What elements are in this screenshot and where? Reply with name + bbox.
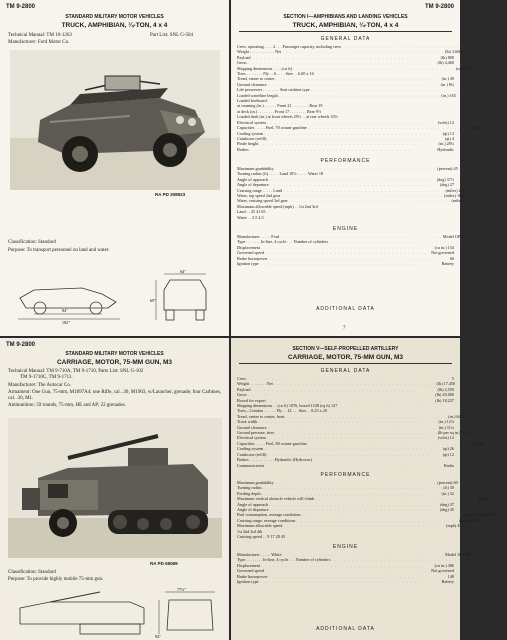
spec-label: Communication <box>237 462 264 468</box>
photo-caption: RA PD 308923 <box>155 192 186 197</box>
leader-dots: . . . . . . . . . . . . . . . . . . . . . . . . . . . . . . . . . . . . . . . . <box>267 424 430 430</box>
leader-dots: . . . . . . . . . . . . . . . . . . . . . . . . . . . . . . . . . . . . . . . . <box>266 435 429 441</box>
general-data-list <box>237 376 484 468</box>
classification: Classification: Standard <box>8 570 56 575</box>
spec-value: (in.) 28¼ <box>438 141 454 147</box>
spec-value: (qt) 13 <box>442 130 454 136</box>
parts-list: Part List: SNL G-504 <box>150 33 194 38</box>
leader-dots: . . . . . . . . . . . . . . . . . . . . . . . . . . . . . . . . . . . . . . . . <box>280 234 442 239</box>
spec-value: (qt) 12 <box>442 451 454 457</box>
spec-value: (in.) 8¾ <box>440 81 454 87</box>
spec-label: Governed speed <box>237 568 265 574</box>
spec-label: Maximum gradability <box>237 166 274 171</box>
spec-label: Cruising range, average conditions <box>237 517 296 523</box>
manufacturer: Manufacturer: The Autocar Co. <box>8 383 71 388</box>
leader-dots: . . . . . . . . . . . . . . . . . . . . . . . . . . . . . . . . . . . . . . . . <box>331 557 494 563</box>
spec-value: (cu in.) 134 <box>434 244 454 250</box>
spec-label: Capacities . . . . . Fuel, 70 octane gasoline <box>237 125 307 131</box>
spec-label: Displacement <box>237 562 261 568</box>
spec-label: Weight . . . . . . . . Net <box>237 381 273 387</box>
spec-value: (miles) 250 <box>445 187 465 193</box>
spec-value: (in.) 64½ <box>448 413 464 419</box>
top-view-drawing <box>10 588 150 638</box>
leader-dots: . . . . . . . . . . . . . . . . . . . . . . . . . . . . . . . . . . . . . . . . <box>315 496 477 502</box>
spec-value: (miles) 37 <box>451 198 469 204</box>
tm-number: TM 9-2800 <box>6 4 36 10</box>
spec-value: (miles) 200 <box>459 517 479 523</box>
spec-label: Fording depth <box>237 490 261 496</box>
spec-row <box>237 579 454 584</box>
leader-dots: . . . . . . . . . . . . . . . . . . . . . . . . . . . . . . . . . . . . . . . . <box>275 76 438 82</box>
spec-label: Weight . . . . . . . . . . . . Net <box>237 49 282 55</box>
leader-dots: . . . . . . . . . . . . . . . . . . . . . . . . . . . . . . . . . . . . . . . . <box>262 485 425 491</box>
spec-value: (in.) 11¼ <box>438 424 454 430</box>
spec-label: Crankcase (refill) <box>237 135 267 141</box>
spec-label: Angle of approach <box>237 501 269 507</box>
spec-label: Electrical system <box>237 119 266 125</box>
leader-dots: . . . . . . . . . . . . . . . . . . . . . . . . . . . . . . . . . . . . . . . . <box>285 413 448 419</box>
front-view-drawing <box>155 586 225 640</box>
purpose: Purpose: To transport personnel on land and water. <box>8 248 110 253</box>
spec-label: Gross <box>237 60 247 66</box>
leader-dots: . . . . . . . . . . . . . . . . . . . . . . . . . . . . . . . . . . . . . . . . <box>264 130 426 136</box>
spec-label: Angle of departure <box>237 182 269 188</box>
leader-dots: . . . . . . . . . . . . . . . . . . . . . . . . . . . . . . . . . . . . . . . . <box>267 81 430 87</box>
leader-dots: . . . . . . . . . . . . . . . . . . . . . . . . . . . . . . . . . . . . . . . . <box>296 517 459 523</box>
performance-list <box>237 166 469 220</box>
general-data-heading: GENERAL DATA <box>320 368 371 374</box>
spec-value: (lb) 800 <box>440 54 454 60</box>
page-header: STANDARD MILITARY MOTOR VEHICLES <box>65 351 164 357</box>
leader-dots: . . . . . . . . . . . . . . . . . . . . . . . . . . . . . . . . . . . . . . . . <box>249 146 412 152</box>
spec-label: at coaming (in.) . . . . . . Front 21 . . . . . . . . Rear 19 <box>237 103 323 109</box>
spec-value: 60 <box>449 255 454 261</box>
general-data-heading: GENERAL DATA <box>320 36 371 42</box>
spec-label: Turning radius <box>237 485 262 491</box>
spec-label: Maximum vertical obstacle vehicle will climb <box>237 496 315 502</box>
spec-value: 5 <box>473 87 476 93</box>
spec-value: 4 <box>491 239 495 245</box>
engine-heading: ENGINE <box>332 226 359 232</box>
spec-value: Not governed <box>431 568 454 574</box>
spec-label: Land . . 25 41 65 <box>237 209 266 215</box>
leader-dots: . . . . . . . . . . . . . . . . . . . . . . . . . . . . . . . . . . . . . . . . <box>247 392 410 398</box>
spec-label: Electrical system <box>237 435 266 441</box>
spec-value: (gal) 60 <box>470 440 484 446</box>
leader-dots: . . . . . . . . . . . . . . . . . . . . . . . . . . . . . . . . . . . . . . . . <box>259 141 421 147</box>
spec-label: Water . . 3.5 4.5 <box>237 214 264 220</box>
spec-value: (ft) 30 <box>443 485 454 491</box>
spec-value: (volts) 12 <box>437 435 454 441</box>
performance-list <box>237 480 496 540</box>
spec-row <box>237 147 454 152</box>
leader-dots: . . . . . . . . . . . . . . . . . . . . . . . . . . . . . . . . . . . . . . . . <box>269 507 432 513</box>
leader-dots: . . . . . . . . . . . . . . . . . . . . . . . . . . . . . . . . . . . . . . . . <box>261 244 423 250</box>
spec-value: (in.) 12⅛ <box>438 419 454 425</box>
spec-value: (deg) 27 <box>439 182 454 188</box>
spec-value: Battery <box>441 261 454 267</box>
divider <box>239 363 452 364</box>
dim-64: 64" <box>180 269 186 274</box>
spec-label: Type . . . . . . . In-line, 4 cycle . . . Number of cylinders <box>237 239 329 245</box>
technical-manual: Technical Manual: TM 10-1263 <box>8 33 72 38</box>
spec-value: (cu in.) 386 <box>434 562 454 568</box>
spec-label: Angle of approach <box>237 176 269 182</box>
leader-dots: . . . . . . . . . . . . . . . . . . . . . . . . . . . . . . . . . . . . . . . . <box>307 440 470 446</box>
spec-value: (miles) 18¾ <box>444 193 465 199</box>
additional-data-heading: ADDITIONAL DATA <box>316 626 375 632</box>
spec-label: Maximum allowable speed (mph) . . 1st 2nd 3rd <box>237 203 318 209</box>
leader-dots: . . . . . . . . . . . . . . . . . . . . . . . . . . . . . . . . . . . . . . . . <box>282 49 444 55</box>
spec-label: Pintle height <box>237 141 259 147</box>
spec-value: (deg) 37 <box>439 501 454 507</box>
spec-label: Payload <box>237 54 251 60</box>
spec-label: Turning radius (ft) . . . . . Land 18½ . . . . . Water 18 <box>237 171 324 177</box>
page-amphibian-photo <box>0 0 229 336</box>
leader-dots: . . . . . . . . . . . . . . . . . . . . . . . . . . . . . . . . . . . . . . . . <box>288 198 451 204</box>
spec-value: (gal) 15 <box>470 125 484 131</box>
spec-label: Brake horsepower <box>237 255 268 261</box>
divider <box>239 31 452 32</box>
spec-label: Manufacturer . . . . . White <box>237 552 282 557</box>
spec-label: Maximum gradability <box>237 480 274 485</box>
spec-value: (lb) 3,660 <box>444 49 462 55</box>
spec-label: Cooling system <box>237 446 264 452</box>
spec-label: Crankcase (refill) <box>237 451 267 457</box>
leader-dots: . . . . . . . . . . . . . . . . . . . . . . . . . . . . . . . . . . . . . . . . <box>269 182 432 188</box>
technical-manual: Technical Manual: TM 9-710A, TM 9-1710, Parts List: SNL G-102 <box>8 369 144 374</box>
leader-dots: . . . . . . . . . . . . . . . . . . . . . . . . . . . . . . . . . . . . . . . . <box>259 261 422 267</box>
spec-label: Loaded draft (in.) at front wheels 29½ . . at rear wheels 33½ <box>237 114 338 120</box>
spec-label: Displacement <box>237 244 261 250</box>
spec-label: Life preservers . . . . . . . . Seat cushion type <box>237 87 310 93</box>
spec-label: Ignition type <box>237 261 259 267</box>
technical-manual-cont: TM 9-1710C, TM 9-1711. <box>20 375 73 380</box>
spec-value: (miles per gal) 3.5 <box>464 512 496 518</box>
spec-value: Hydraulic <box>437 146 454 152</box>
section-title: SECTION I—AMPHIBIANS AND LANDING VEHICLES <box>283 14 408 20</box>
spec-label: Maximum allowable speed <box>237 523 283 529</box>
spec-label: Capacities . . . . . Fuel, 80 octane gasoline <box>237 440 307 446</box>
section-title: SECTION V—SELF-PROPELLED ARTILLERY <box>292 346 399 352</box>
leader-dots: . . . . . . . . . . . . . . . . . . . . . . . . . . . . . . . . . . . . . . . . <box>283 523 446 529</box>
leader-dots: . . . . . . . . . . . . . . . . . . . . . . . . . . . . . . . . . . . . . . . . <box>265 568 427 574</box>
leader-dots: . . . . . . . . . . . . . . . . . . . . . . . . . . . . . . . . . . . . . . . . <box>266 397 429 403</box>
leader-dots: . . . . . . . . . . . . . . . . . . . . . . . . . . . . . . . . . . . . . . . . <box>273 381 436 387</box>
spec-label: Cruising range . . . . . Land <box>237 187 282 193</box>
spec-label: Fuel consumption, average conditions <box>237 512 301 518</box>
spec-row <box>237 463 454 468</box>
spec-value: Model 160 AX <box>445 552 471 557</box>
spec-value: (lb per sq in.) 33.5 <box>437 430 469 436</box>
spec-label: Ground clearance <box>237 81 267 87</box>
leader-dots: . . . . . . . . . . . . . . . . . . . . . . . . . . . . . . . . . . . . . . . . <box>267 451 430 457</box>
additional-data-heading: ADDITIONAL DATA <box>316 306 375 312</box>
leader-dots: . . . . . . . . . . . . . . . . . . . . . . . . . . . . . . . . . . . . . . . . <box>258 419 420 425</box>
vehicle-title: TRUCK, AMPHIBIAN, ¼-TON, 4 x 4 <box>292 22 399 29</box>
page-gun-carriage-photo <box>0 338 229 640</box>
spec-label: Tires—Combat . . . . . . Ply . . 12 . . . Size . . 8.25 x 20 <box>237 408 327 414</box>
spec-label: Gross <box>237 392 247 398</box>
spec-value: Model GPW <box>442 234 465 239</box>
leader-dots: . . . . . . . . . . . . . . . . . . . . . . . . . . . . . . . . . . . . . . . . <box>261 562 423 568</box>
spec-value: Battery <box>441 579 454 585</box>
tm-number: TM 9-2800 <box>424 4 454 10</box>
amphibian-photo <box>10 50 220 190</box>
spec-label: Manufacturer . . . . . Ford <box>237 234 280 239</box>
ammunition: Ammunition: 59 rounds, 75-mm, HE and AP; 22 grenades. <box>8 403 126 408</box>
spec-value: 6 <box>494 557 497 563</box>
spec-label: Water, cruising speed 3rd gear <box>237 198 288 204</box>
spec-label: Boxed for export <box>237 397 266 403</box>
performance-heading: PERFORMANCE <box>320 158 371 164</box>
front-view-drawing <box>150 270 220 330</box>
spec-label: Type . . . . . . . . In-line, 4 cycle . . . Number of cylinders <box>237 557 331 563</box>
spec-label: Shipping dimensions . . (cu ft) 1076, boxed 1108 (sq ft) 127 <box>237 403 338 409</box>
armament: Armament: One Gun, 75-mm, M1897A4; one Rifle, cal. .30, M1903, w/Launcher, grenade; four Carbines, cal. .30, M1. <box>8 390 222 401</box>
spec-row <box>237 215 454 220</box>
spec-value: (volts) 12 <box>437 119 454 125</box>
leader-dots: . . . . . . . . . . . . . . . . . . . . . . . . . . . . . . . . . . . . . . . . <box>264 446 426 452</box>
leader-dots: . . . . . . . . . . . . . . . . . . . . . . . . . . . . . . . . . . . . . . . . <box>266 119 429 125</box>
leader-dots: . . . . . . . . . . . . . . . . . . . . . . . . . . . . . . . . . . . . . . . . <box>269 176 431 182</box>
spec-label: Shipping dimensions . . . . (cu ft) <box>237 65 293 71</box>
leader-dots: . . . . . . . . . . . . . . . . . . . . . . . . . . . . . . . . . . . . . . . . <box>265 250 427 256</box>
leader-dots: . . . . . . . . . . . . . . . . . . . . . . . . . . . . . . . . . . . . . . . . <box>274 480 437 485</box>
spec-value: Not governed <box>431 250 454 256</box>
spec-label: Payload <box>237 386 251 392</box>
spec-label: Track width <box>237 419 258 425</box>
spec-value: (lb) 4,460 <box>437 60 454 66</box>
spec-value: (deg) 45 <box>439 507 454 513</box>
spec-value: Radio <box>443 462 454 468</box>
spec-label: Brake horsepower <box>237 573 268 579</box>
spec-value: (qt) 4 <box>444 135 454 141</box>
leader-dots: . . . . . . . . . . . . . . . . . . . . . . . . . . . . . . . . . . . . . . . . <box>251 54 414 60</box>
leader-dots: . . . . . . . . . . . . . . . . . . . . . . . . . . . . . . . . . . . . . . . . <box>267 135 430 141</box>
spec-label: at deck (in.) . . . . . . . . Front 17 . . . . . . . . Rear 9½ <box>237 108 322 114</box>
spec-label: Angle of departure <box>237 507 269 513</box>
spec-row <box>237 93 454 98</box>
vehicle-title: CARRIAGE, MOTOR, 75-MM GUN, M3 <box>56 359 173 366</box>
leader-dots: . . . . . . . . . . . . . . . . . . . . . . . . . . . . . . . . . . . . . . . . <box>261 490 424 496</box>
spec-value: (percent) 60 <box>437 480 458 485</box>
spec-label: Cruising speed . . 9 17 28 45 <box>237 534 286 540</box>
leader-dots: . . . . . . . . . . . . . . . . . . . . . . . . . . . . . . . . . . . . . . . . <box>281 193 444 199</box>
spec-label: Loaded waterline length <box>237 92 278 98</box>
spec-label: Ground pressure, tires <box>237 430 275 436</box>
spec-label: Tread, center to center, front <box>237 413 285 419</box>
leader-dots: . . . . . . . . . . . . . . . . . . . . . . . . . . . . . . . . . . . . . . . . <box>247 60 410 66</box>
dim-77: 77½" <box>177 587 186 592</box>
spec-value: (in.) 165 <box>441 92 456 98</box>
spec-row <box>237 523 462 529</box>
leader-dots: . . . . . . . . . . . . . . . . . . . . . . . . . . . . . . . . . . . . . . . . <box>307 125 470 131</box>
spec-label: Ignition type <box>237 579 259 585</box>
spec-value: (in.) 49 <box>441 76 454 82</box>
leader-dots: . . . . . . . . . . . . . . . . . . . . . . . . . . . . . . . . . . . . . . . . <box>247 376 409 381</box>
spec-value: (deg) 37½ <box>436 176 454 182</box>
spec-value: (qt) 26 <box>442 446 454 452</box>
leader-dots: . . . . . . . . . . . . . . . . . . . . . . . . . . . . . . . . . . . . . . . . <box>275 430 437 436</box>
spec-label: Brakes <box>237 146 249 152</box>
side-view-drawing <box>12 272 132 324</box>
spec-value: (percent) 45 <box>437 166 458 171</box>
spec-label: Crew, operating . . . . 2 . . . Passenger capacity, including crew <box>237 44 342 49</box>
dim-84: 84" <box>62 308 68 313</box>
engine-list <box>237 552 497 585</box>
spec-value: (lb) 18,237 <box>435 397 454 403</box>
leader-dots: . . . . . . . . . . . . . . . . . . . . . . . . . . . . . . . . . . . . . . . . <box>310 87 473 93</box>
spec-value: (lb) 20,000 <box>435 392 454 398</box>
spec-value: (lb) 2,550 <box>437 386 454 392</box>
engine-list <box>237 234 495 267</box>
spec-value: (sq ft) 81 <box>455 65 472 71</box>
spec-label: Ground clearance <box>237 424 267 430</box>
dim-69: 69" <box>150 298 156 303</box>
leader-dots: . . . . . . . . . . . . . . . . . . . . . . . . . . . . . . . . . . . . . . . . <box>259 579 422 585</box>
leader-dots: . . . . . . . . . . . . . . . . . . . . . . . . . . . . . . . . . . . . . . . . <box>251 386 414 392</box>
vehicle-title: CARRIAGE, MOTOR, 75-MM GUN, M3 <box>287 354 404 361</box>
spec-value: 148 <box>447 573 454 579</box>
general-data-list <box>237 44 507 152</box>
leader-dots: . . . . . . . . . . . . . . . . . . . . . . . . . . . . . . . . . . . . . . . . <box>293 65 455 71</box>
leader-dots: . . . . . . . . . . . . . . . . . . . . . . . . . . . . . . . . . . . . . . . . <box>329 239 491 245</box>
gun-carriage-photo <box>8 418 222 558</box>
classification: Classification: Standard <box>8 240 56 245</box>
spec-label: 1st 2nd 3rd 4th <box>237 528 263 534</box>
photo-caption: RA PD 66069 <box>150 561 178 566</box>
spec-label: Crew <box>237 376 247 381</box>
leader-dots: . . . . . . . . . . . . . . . . . . . . . . . . . . . . . . . . . . . . . . . . <box>282 552 445 557</box>
dim-94: 94" <box>155 634 161 639</box>
dim-182: 182" <box>62 320 70 325</box>
page-header: STANDARD MILITARY MOTOR VEHICLES <box>65 14 164 20</box>
spec-label: Loaded freeboard: <box>237 98 268 104</box>
page-number: 7 <box>343 326 346 331</box>
vehicle-title: TRUCK, AMPHIBIAN, ¼-TON, 4 x 4 <box>61 22 168 29</box>
leader-dots: . . . . . . . . . . . . . . . . . . . . . . . . . . . . . . . . . . . . . . . . <box>274 166 437 171</box>
engine-heading: ENGINE <box>332 544 359 550</box>
leader-dots: . . . . . . . . . . . . . . . . . . . . . . . . . . . . . . . . . . . . . . . . <box>278 92 441 98</box>
spec-value: (mph) 45 <box>446 523 462 529</box>
spec-value: (in.) 32 <box>441 490 454 496</box>
leader-dots: . . . . . . . . . . . . . . . . . . . . . . . . . . . . . . . . . . . . . . . . <box>268 573 431 579</box>
leader-dots: . . . . . . . . . . . . . . . . . . . . . . . . . . . . . . . . . . . . . . . . <box>342 44 504 49</box>
leader-dots: . . . . . . . . . . . . . . . . . . . . . . . . . . . . . . . . . . . . . . . . <box>268 255 431 261</box>
leader-dots: . . . . . . . . . . . . . . . . . . . . . . . . . . . . . . . . . . . . . . . . <box>264 462 427 468</box>
leader-dots: . . . . . . . . . . . . . . . . . . . . . . . . . . . . . . . . . . . . . . . . <box>269 501 431 507</box>
spec-label: Water, top speed 2nd gear <box>237 193 281 199</box>
page-amphibian-specs <box>231 0 507 336</box>
spec-value: (lb) 17,450 <box>436 381 456 387</box>
spec-value: 5 <box>504 44 507 49</box>
spec-value: 5 <box>451 376 454 381</box>
performance-heading: PERFORMANCE <box>320 472 371 478</box>
spec-label: Tires . . . . . . . . Ply . . 6 . . . . Size . . 6.00 x 16 <box>237 71 314 77</box>
spec-value: (in.) 12 <box>477 496 491 502</box>
page-gun-carriage-specs <box>231 338 497 640</box>
purpose: Purpose: To provide highly mobile 75-mm gun. <box>8 577 104 582</box>
spec-row <box>237 261 454 266</box>
spec-label: Cooling system <box>237 130 264 136</box>
spec-label: Governed speed <box>237 250 265 256</box>
manufacturer: Manufacturer: Ford Motor Co. <box>8 40 70 45</box>
leader-dots: . . . . . . . . . . . . . . . . . . . . . . . . . . . . . . . . . . . . . . . . <box>282 187 445 193</box>
tm-number: TM 9-2800 <box>6 342 36 348</box>
spec-label: Brakes . . . . . . . . . . . . Hydraulic (Hydrovac) <box>237 457 312 463</box>
spec-label: Tread, center to center <box>237 76 275 82</box>
leader-dots: . . . . . . . . . . . . . . . . . . . . . . . . . . . . . . . . . . . . . . . . <box>301 512 464 518</box>
spec-row <box>237 534 454 539</box>
